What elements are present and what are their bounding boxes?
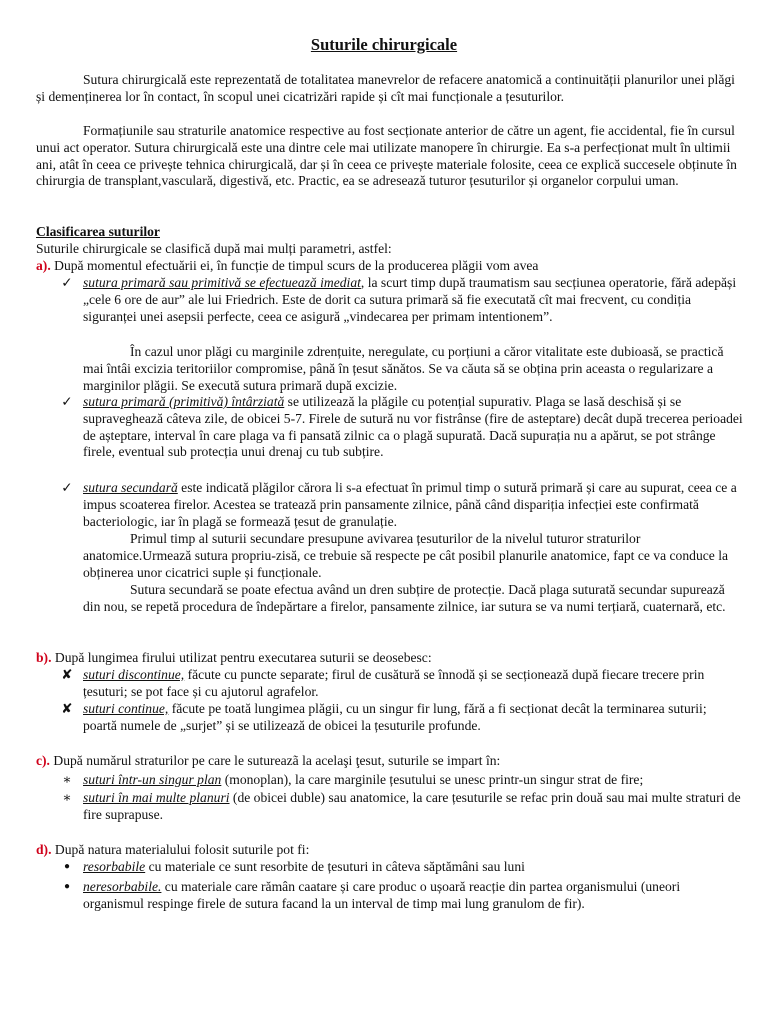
check-icon: ✓ xyxy=(61,275,73,290)
section-a xyxy=(36,258,746,275)
list-item-a3-extra-text: Primul timp al suturii secundare presupune avivarea țesuturilor de la nivelul tuturor straturilor anatomice.Urmează sutura propriu-zisă, ce trebuie să respecte pe cât posibil planurile anatomice, fapt ce va conduce la obținerea unor cicatrici suple și funcționale. xyxy=(83,531,729,580)
list-item-c1-text: (monoplan), la care marginile țesutului se unesc printr-un singur strat de fire; xyxy=(221,772,644,787)
list-item-a2 xyxy=(83,394,743,461)
list-item-a1-term: sutura primară sau primitivă se efectuează imediat xyxy=(83,275,361,290)
bullet-icon: ● xyxy=(63,861,71,872)
section-a-text: După momentul efectuării ei, în funcție de timpul scurs de la producerea plăgii vom avea xyxy=(54,258,539,273)
list-item-b2 xyxy=(83,701,743,735)
list-item-d2 xyxy=(83,879,743,913)
list-item-a3-text: este indicată plăgilor cărora li s-a efectuat în primul timp o sutură primară și care au supurat, ceea ce a impus scoaterea firelor. Acestea se tratează prin pansamente zilnice, până când dispariția infecției este confirmată bacteriologic, iar în plagă se formează țesut de granulație. xyxy=(83,480,737,529)
list-item-b1-term: suturi discontinue, xyxy=(83,667,185,682)
list-item-c2-text: (de obicei duble) sau anatomice, la care țesuturile se refac prin două sau mai multe straturi de fire suprapuse. xyxy=(83,790,741,822)
list-item-c1-term: suturi într-un singur plan xyxy=(83,772,222,787)
list-item-b2-text: făcute pe toată lungimea plăgii, cu un singur fir lung, fără a fi secționat decât la terminarea suturii; poartă numele de „surjet” și se utilizează de obicei la țesuturile profunde. xyxy=(83,701,707,733)
section-a-label: a). xyxy=(36,258,51,273)
intro-paragraph-1 xyxy=(36,72,736,106)
intro-paragraph-2-text: Formațiunile sau straturile anatomice respective au fost secționate anterior de către un agent, fie accidental, fie în cursul unui act operator. Sutura chirurgicală este una dintre cele mai utilizate manopere în chirurgie. Ea s-a perfecționat mult în ultimii ani, atât în ceea ce privește tehnica chirurgicală, dar și în ceea ce privește materiale folosite, ceea ce explică succesele obținute în chirurgia de transplant,vasculară, digestivă, etc. Practic, ea se adresează tuturor țesuturilor și organelor corpului uman. xyxy=(36,123,737,189)
list-item-a1-extra-text: În cazul unor plăgi cu marginile zdrențuite, neregulate, cu porțiuni a căror vitalitate este dubioasă, se practică mai întâi excizia teritoriilor compromise, până în țesut sănătos. Se va căuta să se obțina prin aceasta o regularizare a marginilor plăgii. Se execută sutura primară după excizie. xyxy=(83,344,724,393)
section-c-label: c). xyxy=(36,753,50,768)
list-item-c2-term: suturi în mai multe planuri xyxy=(83,790,230,805)
list-item-a3-extra xyxy=(83,531,743,581)
asterisk-icon: ∗ xyxy=(62,790,72,805)
cross-icon: ✘ xyxy=(61,701,73,716)
list-item-a3 xyxy=(83,480,743,530)
list-item-a1-extra xyxy=(83,344,743,394)
list-item-b1-text: făcute cu puncte separate; firul de cusătură se înnodă și se secționează după fiecare trecere prin țesuturi; se pot face și cu ajutorul agrafelor. xyxy=(83,667,705,699)
list-item-a2-term: sutura primară (primitivă) întârziată xyxy=(83,394,285,409)
list-item-a3-term: sutura secundară xyxy=(83,480,178,495)
list-item-a1 xyxy=(83,275,743,325)
section-b-text: După lungimea firului utilizat pentru executarea suturii se deosebesc: xyxy=(54,650,432,665)
intro-paragraph-2 xyxy=(36,123,742,190)
page-title: Suturile chirurgicale xyxy=(310,35,458,54)
list-item-d2-term: neresorbabile. xyxy=(83,879,162,894)
section-d xyxy=(36,842,746,859)
section-b-label: b). xyxy=(36,650,52,665)
section-d-text: După natura materialului folosit suturile pot fi: xyxy=(54,842,310,857)
bullet-icon: ● xyxy=(63,881,71,892)
check-icon: ✓ xyxy=(61,394,73,409)
asterisk-icon: ∗ xyxy=(62,772,72,787)
list-item-a3-extra2-text: Sutura secundară se poate efectua având un dren subțire de protecție. Dacă plaga suturată secundar supurează din nou, se repetă procedura de îndepărtare a firelor, pansamente zilnice, iar sutura se va numi terțiară, cuaternară, etc. xyxy=(83,582,726,614)
intro-paragraph-1-text: Sutura chirurgicală este reprezentată de totalitatea manevrelor de refacere anatomică a continuității planurilor unei plăgi și demenținerea lor în contact, în scopul unei cicatrizări rapide și cît mai funcționale a țesuturilor. xyxy=(36,72,735,104)
list-item-d2-text: cu materiale care rămân caatare și care produc o ușoară reacție din partea organismului (uneori organismul respinge firele de sutura facand la un interval de timp mai lung granulom de fir). xyxy=(83,879,681,911)
list-item-d1-term: resorbabile xyxy=(83,859,146,874)
classification-lead: Suturile chirurgicale se clasifică după mai mulți parametri, astfel: xyxy=(36,241,392,256)
list-item-c1 xyxy=(83,772,743,789)
list-item-d1-text: cu materiale ce sunt resorbite de țesuturi in câteva săptămâni sau luni xyxy=(145,859,525,874)
check-icon: ✓ xyxy=(61,480,73,495)
section-b xyxy=(36,650,746,667)
cross-icon: ✘ xyxy=(61,667,73,682)
section-d-label: d). xyxy=(36,842,52,857)
list-item-d1 xyxy=(83,859,743,876)
section-heading: Clasificarea suturilor xyxy=(36,224,160,239)
section-c-text: După numărul straturilor pe care le sutureazã la acelaşi ţesut, suturile se impart în: xyxy=(53,753,501,768)
list-item-a3-extra2 xyxy=(83,582,743,616)
section-c xyxy=(36,753,746,770)
list-item-b2-term: suturi continue, xyxy=(83,701,169,716)
list-item-a1-text: , la scurt timp după traumatism sau secțiunea operatorie, fără adepăși „cele 6 ore de aur” ale lui Friedrich. Este de dorit ca sutura primară să fie executată cît mai frecvent, cu condiția siguranței unei asepsii perfecte, ceea ce asigură „vindecarea per primam intentionem”. xyxy=(83,275,737,324)
list-item-a2-text: se utilizează la plăgile cu potențial supurativ. Plaga se lasă deschisă și se supraveghează câteva zile, de obicei 5-7. Firele de sutură nu vor fistrânse (fire de asteptare) decât după trecerea perioadei de așteptare, interval în care plaga va fi pansată zilnic ca o plagă supurată. Dacă supurația nu a apărut, se pot strânge firele, eventual sub protecția unui drenaj cu tub subțire. xyxy=(83,394,743,460)
list-item-c2 xyxy=(83,790,743,824)
list-item-b1 xyxy=(83,667,743,701)
